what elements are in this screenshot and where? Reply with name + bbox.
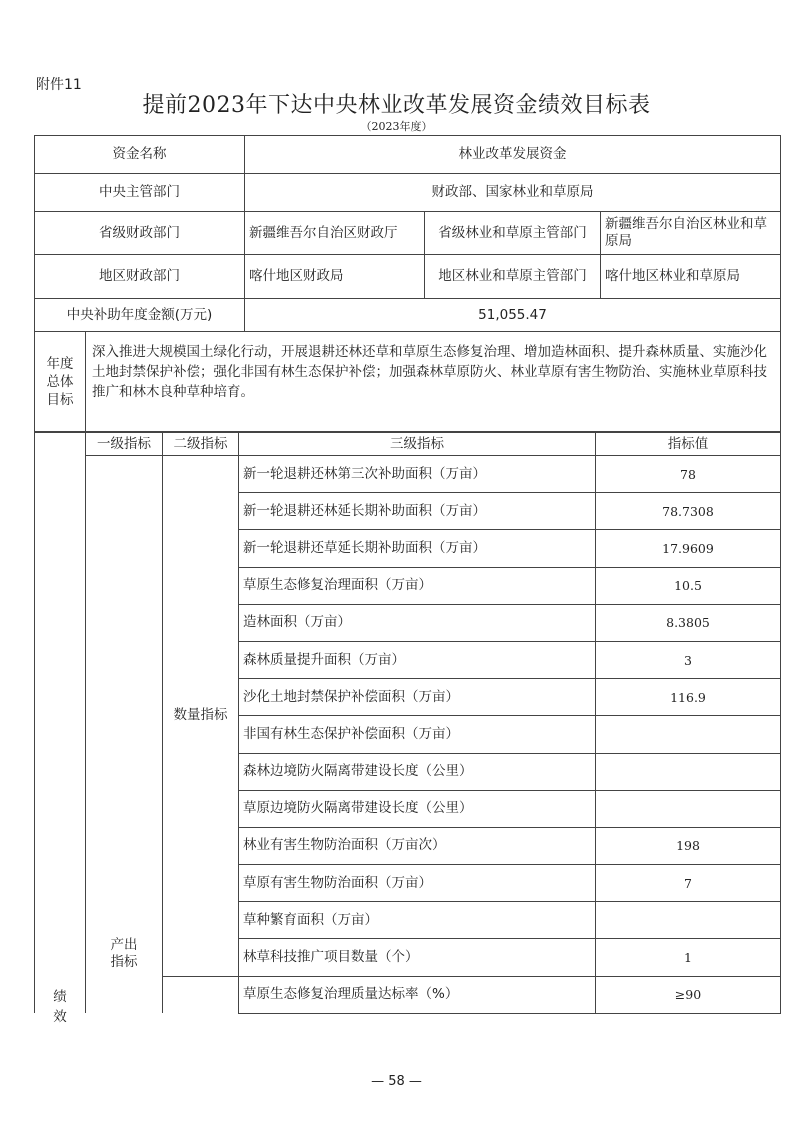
- perf-label-line2: 效: [53, 1009, 67, 1025]
- output-indicator-label: [86, 456, 163, 1014]
- indicator-value: 3: [596, 641, 781, 678]
- indicator-value: ≥90: [596, 976, 781, 1013]
- prov-forestry-label: 省级林业和草原主管部门: [425, 212, 601, 255]
- indicator-value: [596, 902, 781, 939]
- attachment-label: 附件11: [36, 77, 82, 93]
- year-label: （2023年度）: [360, 120, 433, 133]
- central-dept-label: 中央主管部门: [35, 174, 245, 212]
- indicator-name: 森林边境防火隔离带建设长度（公里）: [239, 753, 596, 790]
- indicator-name: 草种繁育面积（万亩）: [239, 902, 596, 939]
- goal-label-line3: 目标: [46, 391, 74, 408]
- indicator-name: 新一轮退耕还林第三次补助面积（万亩）: [239, 456, 596, 493]
- goal-label-line2: 总体: [46, 373, 74, 390]
- indicator-row: [35, 456, 781, 493]
- indicator-name: 森林质量提升面积（万亩）: [239, 641, 596, 678]
- region-forestry-value: 喀什地区林业和草原局: [601, 255, 781, 299]
- indicator-name: 新一轮退耕还林延长期补助面积（万亩）: [239, 493, 596, 530]
- indicator-value: [596, 790, 781, 827]
- performance-label: [35, 987, 85, 1027]
- indicator-value: 78.7308: [596, 493, 781, 530]
- annual-goal-label: [35, 332, 86, 431]
- indicator-value: 10.5: [596, 567, 781, 604]
- goal-label-line1: 年度: [46, 355, 74, 372]
- indicator-value: 7: [596, 865, 781, 902]
- amount-label: 中央补助年度金额(万元): [35, 299, 245, 332]
- perf-label-line1: 绩: [53, 989, 67, 1005]
- region-dept-row: [35, 255, 781, 299]
- region-finance-label: 地区财政部门: [35, 255, 245, 299]
- central-dept-value: 财政部、国家林业和草原局: [245, 174, 781, 212]
- indicator-name: 沙化土地封禁保护补偿面积（万亩）: [239, 679, 596, 716]
- indicator-value: 17.9609: [596, 530, 781, 567]
- indicator-value: [596, 753, 781, 790]
- amount-value: 51,055.47: [245, 299, 781, 332]
- annual-goal-row: [35, 332, 781, 432]
- page-title: 提前2023年下达中央林业改革发展资金绩效目标表: [142, 93, 651, 118]
- output-label-line1: 产出: [110, 937, 138, 954]
- indicator-header-row: [35, 433, 781, 456]
- output-label-line2: 指标: [110, 954, 138, 971]
- indicator-value: 198: [596, 827, 781, 864]
- indicator-value: 116.9: [596, 679, 781, 716]
- annual-goal-cell: [35, 332, 781, 432]
- amount-row: [35, 299, 781, 332]
- fund-info-table: [34, 135, 781, 432]
- col-level3-header: 三级指标: [239, 433, 596, 456]
- region-forestry-label: 地区林业和草原主管部门: [425, 255, 601, 299]
- central-dept-row: [35, 174, 781, 212]
- indicator-name: 草原有害生物防治面积（万亩）: [239, 865, 596, 902]
- indicator-table: [34, 432, 781, 1025]
- indicator-name: 草原生态修复治理质量达标率（%）: [239, 976, 596, 1013]
- indicator-name: 非国有林生态保护补偿面积（万亩）: [239, 716, 596, 753]
- prov-dept-row: [35, 212, 781, 255]
- indicator-value: [596, 716, 781, 753]
- fund-name-label: 资金名称: [35, 136, 245, 174]
- region-finance-value: 喀什地区财政局: [245, 255, 425, 299]
- indicator-name: 林业有害生物防治面积（万亩次）: [239, 827, 596, 864]
- prov-finance-value: 新疆维吾尔自治区财政厅: [245, 212, 425, 255]
- quantity-indicator-label: 数量指标: [163, 456, 239, 977]
- col-value-header: 指标值: [596, 433, 781, 456]
- prov-finance-label: 省级财政部门: [35, 212, 245, 255]
- fund-name-row: [35, 136, 781, 174]
- indicator-value: 1: [596, 939, 781, 976]
- page-number: — 58 —: [371, 1074, 422, 1089]
- performance-label-cell: [35, 433, 86, 1025]
- indicator-name: 草原生态修复治理面积（万亩）: [239, 567, 596, 604]
- fund-name-value: 林业改革发展资金: [245, 136, 781, 174]
- prov-forestry-value: 新疆维吾尔自治区林业和草原局: [601, 212, 781, 255]
- indicator-name: 林草科技推广项目数量（个）: [239, 939, 596, 976]
- col-level2-header: 二级指标: [163, 433, 239, 456]
- indicator-value: 78: [596, 456, 781, 493]
- indicator-name: 草原边境防火隔离带建设长度（公里）: [239, 790, 596, 827]
- indicator-value: 8.3805: [596, 604, 781, 641]
- quality-level2-cell: [163, 976, 239, 1013]
- col-level1-header: 一级指标: [86, 433, 163, 456]
- indicator-name: 新一轮退耕还草延长期补助面积（万亩）: [239, 530, 596, 567]
- annual-goal-text: 深入推进大规模国土绿化行动，开展退耕还林还草和草原生态修复治理、增加造林面积、提升森林质量、实施沙化土地封禁保护补偿；强化非国有林生态保护补偿；加强森林草原防火、林业草原有害生物防治、实施林业草原科技推广和林木良种草种培育。: [92, 344, 767, 400]
- indicator-name: 造林面积（万亩）: [239, 604, 596, 641]
